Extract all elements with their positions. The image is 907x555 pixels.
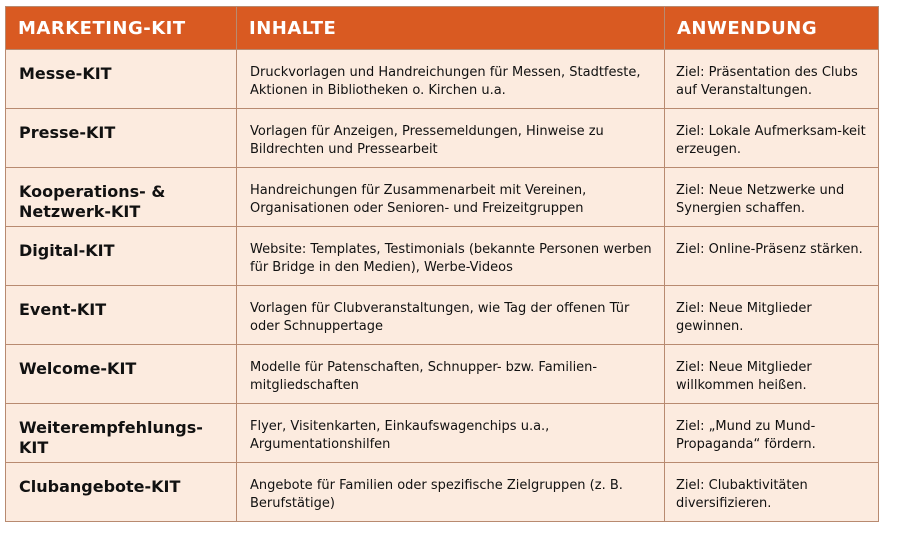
kit-anwendung: Ziel: Präsentation des Clubs auf Veranstaltungen. bbox=[665, 50, 879, 109]
table-row bbox=[6, 404, 879, 463]
kit-anwendung: Ziel: Online-Präsenz stärken. bbox=[665, 227, 879, 286]
kit-name: Presse-KIT bbox=[6, 109, 237, 168]
table-row bbox=[6, 286, 879, 345]
kit-name: Welcome-KIT bbox=[6, 345, 237, 404]
kit-inhalte: Flyer, Visitenkarten, Einkaufswagenchips u.a., Argumentationshilfen bbox=[237, 404, 665, 463]
kit-anwendung: Ziel: Neue Netzwerke und Synergien schaffen. bbox=[665, 168, 879, 227]
kit-name: Digital-KIT bbox=[6, 227, 237, 286]
header-inhalte: INHALTE bbox=[237, 7, 665, 50]
kit-name: Event-KIT bbox=[6, 286, 237, 345]
kit-anwendung: Ziel: „Mund zu Mund-Propaganda“ fördern. bbox=[665, 404, 879, 463]
kit-anwendung: Ziel: Clubaktivitäten diversifizieren. bbox=[665, 463, 879, 522]
kit-inhalte: Modelle für Patenschaften, Schnupper- bzw. Familien-mitgliedschaften bbox=[237, 345, 665, 404]
table-row bbox=[6, 463, 879, 522]
kit-name: Weiterempfehlungs-KIT bbox=[6, 404, 237, 463]
kit-inhalte: Vorlagen für Clubveranstaltungen, wie Tag der offenen Tür oder Schnuppertage bbox=[237, 286, 665, 345]
kit-anwendung: Ziel: Neue Mitglieder gewinnen. bbox=[665, 286, 879, 345]
kit-name: Messe-KIT bbox=[6, 50, 237, 109]
kit-name: Clubangebote-KIT bbox=[6, 463, 237, 522]
table-row bbox=[6, 109, 879, 168]
header-anwendung: ANWENDUNG bbox=[665, 7, 879, 50]
header-marketing-kit: MARKETING-KIT bbox=[6, 7, 237, 50]
table-header-row bbox=[6, 7, 879, 50]
kit-inhalte: Website: Templates, Testimonials (bekannte Personen werben für Bridge in den Medien), Werbe-Videos bbox=[237, 227, 665, 286]
kit-inhalte: Handreichungen für Zusammenarbeit mit Vereinen, Organisationen oder Senioren- und Freizeitgruppen bbox=[237, 168, 665, 227]
kit-inhalte: Druckvorlagen und Handreichungen für Messen, Stadtfeste, Aktionen in Bibliotheken o. Kirchen u.a. bbox=[237, 50, 665, 109]
table-row bbox=[6, 227, 879, 286]
kit-anwendung: Ziel: Lokale Aufmerksam-keit erzeugen. bbox=[665, 109, 879, 168]
table-row bbox=[6, 345, 879, 404]
kit-anwendung: Ziel: Neue Mitglieder willkommen heißen. bbox=[665, 345, 879, 404]
table-row bbox=[6, 50, 879, 109]
kit-name: Kooperations- & Netzwerk-KIT bbox=[6, 168, 237, 227]
table-row bbox=[6, 168, 879, 227]
kit-inhalte: Vorlagen für Anzeigen, Pressemeldungen, Hinweise zu Bildrechten und Pressearbeit bbox=[237, 109, 665, 168]
marketing-kit-table bbox=[5, 6, 879, 522]
kit-inhalte: Angebote für Familien oder spezifische Zielgruppen (z. B. Berufstätige) bbox=[237, 463, 665, 522]
